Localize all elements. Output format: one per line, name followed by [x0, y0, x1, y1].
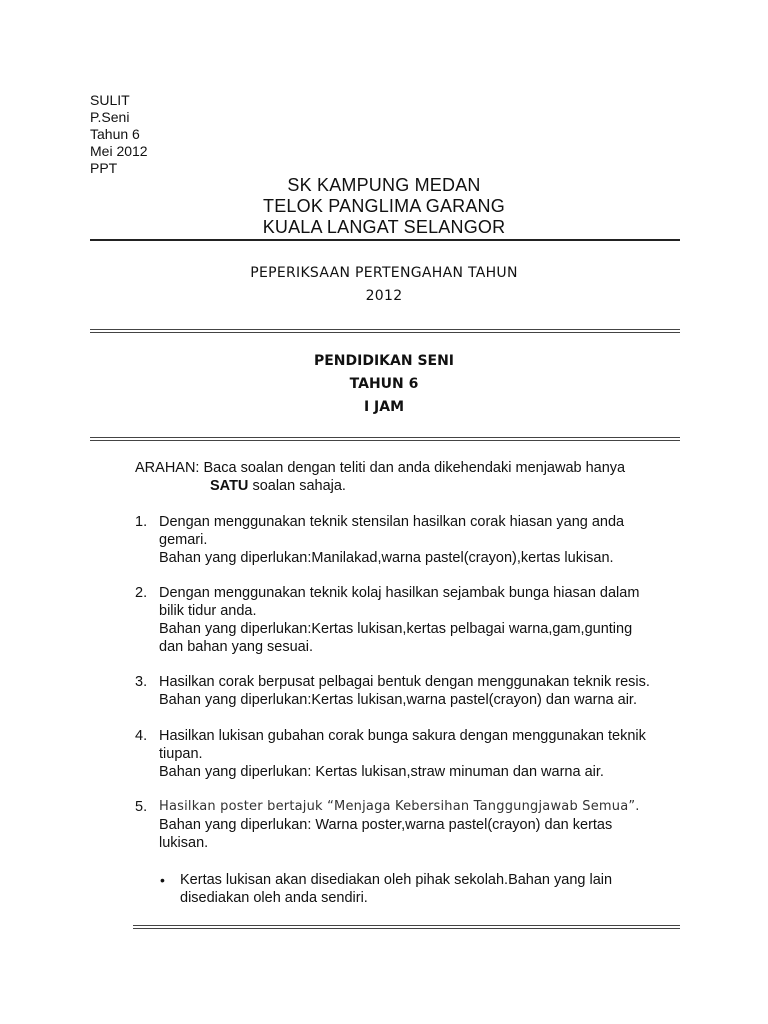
- subject-name: PENDIDIKAN SENI: [313, 353, 455, 369]
- meta-year: Tahun 6: [90, 126, 140, 142]
- note-line-1: Kertas lukisan akan disediakan oleh pihak sekolah.Bahan yang lain: [180, 872, 613, 888]
- divider-subject-bottom: [90, 440, 680, 441]
- exam-year: 2012: [365, 288, 403, 304]
- question-1-line-3: Bahan yang diperlukan:Manilakad,warna pastel(crayon),kertas lukisan.: [159, 550, 614, 566]
- school-district: KUALA LANGAT SELANGOR: [262, 217, 506, 237]
- question-1: [159, 513, 679, 567]
- instructions: [135, 459, 695, 495]
- question-5: [159, 798, 679, 852]
- instructions-label: ARAHAN:: [135, 460, 200, 476]
- question-3: [159, 673, 679, 709]
- note: [180, 871, 680, 907]
- note-line-2: disediakan oleh anda sendiri.: [180, 890, 368, 906]
- question-4-line-3: Bahan yang diperlukan: Kertas lukisan,straw minuman dan warna air.: [159, 764, 604, 780]
- divider-subject-top: [90, 437, 680, 438]
- question-4-number: 4.: [135, 728, 148, 744]
- subject-duration: I JAM: [363, 399, 405, 415]
- school-area: TELOK PANGLIMA GARANG: [263, 196, 505, 216]
- meta-ppt: PPT: [90, 160, 118, 176]
- divider-footer-top: [133, 925, 680, 926]
- question-2-line-3: Bahan yang diperlukan:Kertas lukisan,kertas pelbagai warna,gam,gunting: [159, 621, 633, 637]
- question-5-line-1: Hasilkan poster bertajuk “Menjaga Kebersihan Tanggungjawab Semua”.: [159, 799, 640, 814]
- divider-footer-bottom: [133, 928, 680, 929]
- question-5-number: 5.: [135, 799, 148, 815]
- divider-exam-bottom: [90, 332, 680, 333]
- instructions-text: Baca soalan dengan teliti dan anda dikehendaki menjawab hanya: [203, 460, 626, 476]
- subject-level: TAHUN 6: [349, 376, 419, 392]
- question-3-line-2: Bahan yang diperlukan:Kertas lukisan,warna pastel(crayon) dan warna air.: [159, 692, 637, 708]
- question-1-line-1: Dengan menggunakan teknik stensilan hasilkan corak hiasan yang anda: [159, 514, 625, 530]
- divider-exam-top: [90, 329, 680, 330]
- instructions-line-2: [135, 477, 695, 495]
- question-2-line-1: Dengan menggunakan teknik kolaj hasilkan sejambak bunga hiasan dalam: [159, 585, 640, 601]
- instructions-line-1: [135, 459, 695, 477]
- meta-subject-code: P.Seni: [90, 109, 130, 125]
- question-4-line-1: Hasilkan lukisan gubahan corak bunga sakura dengan menggunakan teknik: [159, 728, 646, 744]
- instructions-text-rest: soalan sahaja.: [252, 478, 346, 494]
- note-bullet-icon: •: [160, 872, 165, 888]
- question-5-line-3: lukisan.: [159, 835, 209, 851]
- question-5-line-2: Bahan yang diperlukan: Warna poster,warna pastel(crayon) dan kertas: [159, 817, 613, 833]
- question-3-line-1: Hasilkan corak berpusat pelbagai bentuk dengan menggunakan teknik resis.: [159, 674, 650, 690]
- question-2-line-4: dan bahan yang sesuai.: [159, 639, 313, 655]
- meta-date: Mei 2012: [90, 143, 148, 159]
- question-2-number: 2.: [135, 585, 148, 601]
- question-1-number: 1.: [135, 514, 148, 530]
- meta-sulit: SULIT: [90, 92, 130, 108]
- question-4-line-2: tiupan.: [159, 746, 203, 762]
- exam-title: PEPERIKSAAN PERTENGAHAN TAHUN: [250, 265, 518, 281]
- divider-school: [90, 239, 680, 241]
- school-name: SK KAMPUNG MEDAN: [287, 175, 481, 195]
- question-3-number: 3.: [135, 674, 148, 690]
- question-2-line-2: bilik tidur anda.: [159, 603, 257, 619]
- question-2: [159, 584, 679, 656]
- question-1-line-2: gemari.: [159, 532, 208, 548]
- question-4: [159, 727, 679, 781]
- instructions-emphasis: SATU: [210, 478, 249, 494]
